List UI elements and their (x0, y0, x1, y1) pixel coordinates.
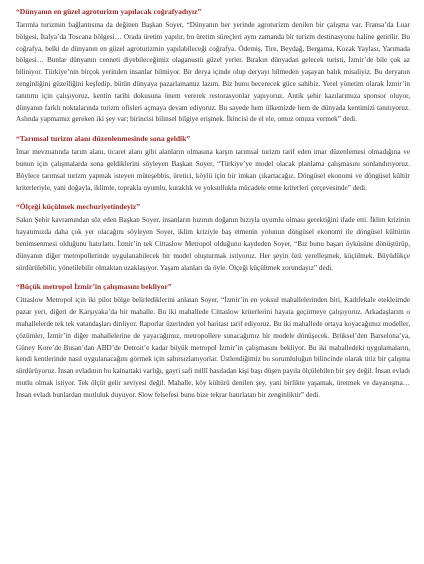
section-heading: “Büçük metropol İzmir’in çalışmasını bekliyor” (16, 282, 172, 292)
article-section-metropol (16, 282, 410, 401)
section-heading: “Tarımsal turizm alanı düzenlenmesinde sona geldik” (16, 134, 191, 144)
section-paragraph: Cittaslow Metropol için iki pilot bölge belirlediklerini anlatan Soyer, “İzmir’in en yoksul mahallelerinden biri, Kadıfekale etekleirnde pazar yeri, diğeri de Karşıyaka’da bir mahalle. Bu iki mahallede Cittaslow kriterlerini hayata geçirmeye çalışıyoruz. Arkadaşlarım o mahallelerde tek tek vatandaşları dinliyor. Raporlar üzerinden yol haritası tarif ediyoruz. Bu iki mahallede ortaya koyacağımız modeller, çözümler, İzmir’in diğer mahallelerine de yayacağımız, metropollere sunacağımız bir modele dönüşecek. Brüksel’den Barselona’ya, Güney Kore’de Busan’dan ABD’de Detroit’e kadar büyük metropol İzmir’in çalışmasını bekliyor. Bu iki mahalledeki uygulamaların, kendi kentlerinde nasıl uygulanacağını görmek için sabırsızlanıyorlar. Üstlendiğimiz bu sorumluluğun bilincinde olarak titiz bir çalışma sürdürüyoruz. İnsan evladının bu kainattaki varlığı, gayri safi millî hasıladan kişi başı düşen payıla ölçülebilen bir şey değil. İnsan evladı mutlu olmak istiyor. Tek ölçüt gelir seviyesi değil. Mahalle, köy kültürü denilen şey, yani birlikte yaşamak, üretmek ve dayanışma… İnsan evladı bunlardan mutluluk duyuyor. Slow felsefesi bunu bize tekrar hatırlatan bir zenginliktir” dedi. (16, 296, 410, 399)
section-paragraph: Sakın Şehir kavramından söz eden Başkan Soyer, insanların hızının doğanın hızıyla uyumlu olması gerektiğini ifade etti. İklim krizinin hayatımızda daha çok yer olacağını söyleyen Soyer, iklim kriziyle baş etmenin yolunun döngüsel ekonomi ile döngüsel kültürün benimsenmesi olduğunu hatırlattı. İzmir’in tek Cittaslow Metropol olduğunu kaydeden Soyer, “Biz bunu başarı öyküsüne dönüştürüp, dünyanın diğer metropollerinde uygulanabilecek bir model oluşturmak istiyoruz. Her şeyin özü yerelleşmek, küçülmek. Büyüdükçe sürdürülebilir, yönetilebilir olmaktan uzaklaşıyor. Yaşam alanları da öyle. Ölçeği küçültmek zorundayız” dedi. (16, 216, 410, 272)
section-heading: “Ölçeği küçülmek mecburiyetindeyiz” (16, 202, 141, 212)
section-heading: “Dünyanın en güzel agroturizm yapılacak coğrafyadıyız” (16, 7, 202, 16)
article-section-olcek (16, 202, 410, 274)
section-paragraph: Tarımla turizmin bağlantısına da değinen Başkan Soyer, “Dünyanın her yerinde agroturizm denilen bir çalışma var. Fransa’da Luar bölgesi, İtalya’da Toscana bölgesi… Orada üretim yapılır, bu üretim süreçleri aynı zamanda bir turizm destinasyonu haline getirilir. Bu coğrafya, belki de dünyanın en güzel agroturizmin yapılabileceği coğrafya. Ödemiş, Tire, Beydağ, Bergama, Kozak Yaylası, Yarımada bölgesi… Bunlar dünyanın cenneti diyebileceğimiz olaganustü güzel yerler. Bırakın dünyadan gelecek turisti, İzmir’de bile çok az biliniyor. Türkiye’nin birçok yerinden insanlar bilmiyor. Bir derya içinde olup deryayı bilmeden yaşayan balık misaliyiz. Bu deryanın zenginliğini güzelliğini keşfedip, bütün dünyaya pazarlamamız lazım. Biz bunu becerecek güce sahibiz. Yerel yönetim olarak İzmir’in tanıtımı için çalışıyoruz, kentin tarihi dokusuna önem vererek restorasyonlar yapıyoruz. Antik şehir kazılarımıza sponsor oluyor, dünyanın farklı noktalarında turizm ofisleri açmaya devam ediyoruz. Bu sayede hem ülkemizde hem de dünyada kentimizi tanıtıyoruz. Aslında yapmamız gereken iki şey var; birincisi bilinsel bilgiye erişmek. İkincisi de el ele, omuz omuza vermek” dedi. (16, 21, 410, 124)
section-paragraph: İmar mevzuatında tarım alanı, ticaret alanı gibi alanların olmasına karşın tarımsal turizm tarif eden imar düzenlemesi olmadığına ve bunun için çalışmalarda sona geldiklerini söyleyen Başkan Soyer, “Türkiye’ye model olacak planlama çalışmasını sonlandırıyoruz. Böylece tarımsal turizm yapmak isteyen müteşebbis, üretici, köylü için bir imkan çıkartacağız. Döngüsel ekonomi ve döngüsel kültür kriterleriyle, yani doğayla, iklimle, toprakla uyumlu, kuraklık ve yoksullukla mücadele etme kriterleri çerçevesinde” dedi. (16, 148, 410, 192)
article-section-agroturizm (16, 7, 410, 126)
article-body (16, 7, 410, 410)
article-section-tarimsal-turizm (16, 134, 410, 194)
